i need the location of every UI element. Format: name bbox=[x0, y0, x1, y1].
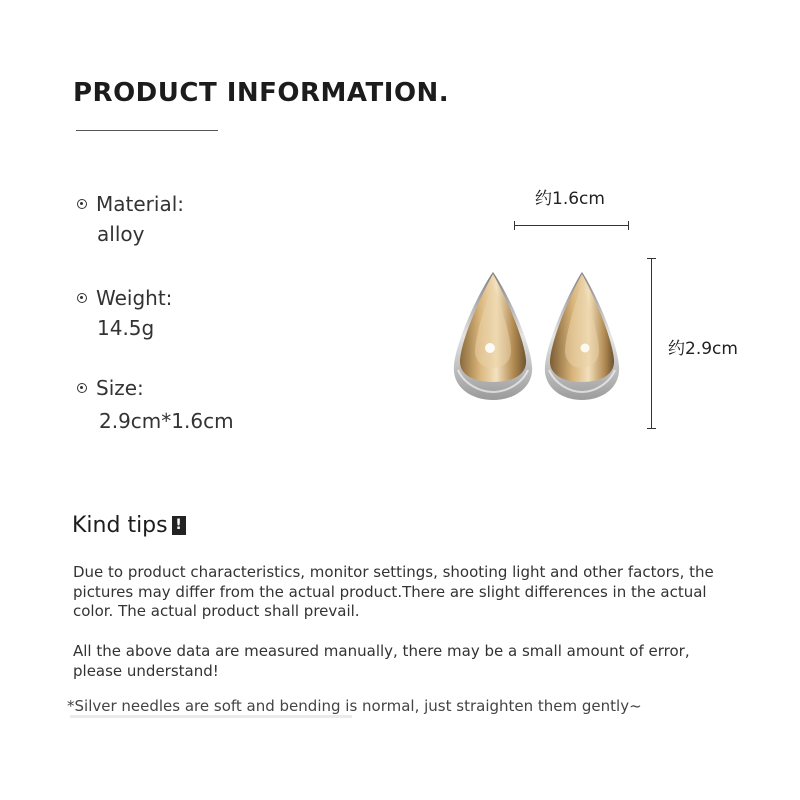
spec-material bbox=[77, 189, 184, 249]
note-highlight bbox=[70, 715, 352, 718]
page-title: PRODUCT INFORMATION. bbox=[73, 78, 450, 108]
kind-tips-heading bbox=[72, 513, 186, 538]
bullet-icon bbox=[77, 293, 87, 303]
spec-value: alloy bbox=[97, 222, 145, 246]
earring-right-image bbox=[541, 270, 623, 402]
spec-value: 2.9cm*1.6cm bbox=[99, 409, 234, 433]
height-dimension-line bbox=[651, 258, 652, 429]
earring-left-image bbox=[450, 270, 536, 402]
spec-size bbox=[77, 373, 234, 436]
measurement-paragraph: All the above data are measured manually, there may be a small amount of error, please understand! bbox=[73, 642, 690, 680]
kind-tips-label: Kind tips bbox=[72, 513, 168, 538]
silver-needle-note: *Silver needles are soft and bending is normal, just straighten them gently~ bbox=[67, 697, 642, 715]
spec-weight bbox=[77, 283, 172, 343]
width-dimension-label: 约1.6cm bbox=[535, 189, 605, 209]
spec-value: 14.5g bbox=[97, 316, 155, 340]
warning-icon: ! bbox=[172, 516, 186, 535]
disclaimer-paragraph: Due to product characteristics, monitor settings, shooting light and other factors, the pictures may differ from the actual product.There are slight differences in the actual color. The actual product shall prevail. bbox=[73, 563, 714, 620]
spec-label: Weight: bbox=[96, 286, 173, 310]
bullet-icon bbox=[77, 383, 87, 393]
width-dimension-line bbox=[514, 225, 629, 226]
height-dimension-label: 约2.9cm bbox=[668, 339, 738, 359]
title-divider bbox=[76, 130, 218, 131]
spec-label: Size: bbox=[96, 376, 144, 400]
spec-label: Material: bbox=[96, 192, 184, 216]
bullet-icon bbox=[77, 199, 87, 209]
